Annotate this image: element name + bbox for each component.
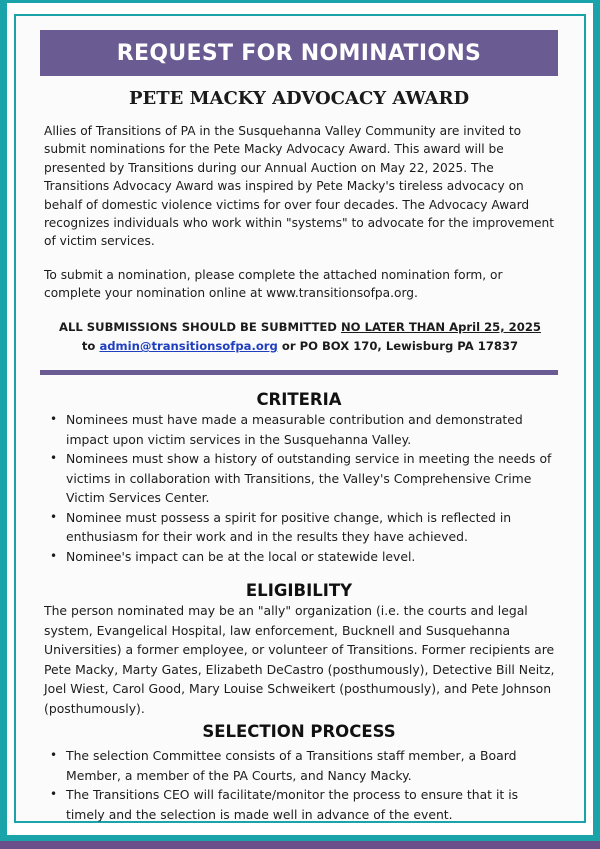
selection-heading: SELECTION PROCESS [202, 722, 396, 741]
nomination-instructions: To submit a nomination, please complete the attached nomination form, or complete your nomination online at www.transitionsofpa.org. [44, 268, 503, 301]
criteria-item-text: Nominees must have made a measurable contribution and demonstrated impact upon victim services in the Susquehanna Valley. [66, 412, 523, 447]
submission-postal: or PO BOX 170, Lewisburg PA 17837 [277, 339, 519, 353]
eligibility-text: The person nominated may be an "ally" organization (i.e. the courts and legal system, Evangelical Hospital, law enforcement, Bucknell and Susquehanna Universities) a former employee, or volunteer of Transitions. Former recipients are Pete Macky, Marty Gates, Elizabeth DeCastro (posthumously), Detective Bill Neitz, Joel Wiest, Carol Good, Mary Louise Schweikert (posthumously), and Pete Johnson (posthumously). [44, 603, 555, 716]
bullet-icon: • [50, 787, 58, 801]
eligibility-heading: ELIGIBILITY [245, 581, 353, 600]
bullet-icon: • [50, 451, 58, 465]
criteria-item-text: Nominee's impact can be at the local or statewide level. [66, 548, 416, 564]
section-divider [40, 370, 558, 375]
list-item [46, 746, 556, 785]
submission-notice [40, 318, 560, 356]
criteria-list [46, 410, 556, 566]
list-item [46, 410, 556, 449]
bullet-icon: • [50, 748, 58, 762]
criteria-item-text: Nominees must show a history of outstanding service in meeting the needs of victims in collaboration with Transitions, the Valley's Comprehensive Crime Victim Services Center. [66, 451, 552, 505]
submission-deadline: NO LATER THAN April 25, 2025 [340, 320, 541, 334]
criteria-heading: CRITERIA [256, 390, 342, 409]
selection-item-text: The Transitions CEO will facilitate/monitor the process to ensure that it is timely and the selection is made well in advance of the event. [66, 787, 519, 822]
award-title: PETE MACKY ADVOCACY AWARD [128, 88, 470, 109]
header-banner [40, 30, 558, 76]
bullet-icon: • [50, 412, 58, 426]
criteria-item-text: Nominee must possess a spirit for positive change, which is reflected in enthusiasm for their work and in the results they have achieved. [66, 509, 512, 544]
submission-to: to [81, 339, 100, 353]
submission-lead: ALL SUBMISSIONS SHOULD BE SUBMITTED [59, 320, 341, 334]
selection-list [46, 746, 556, 824]
footer-bar [0, 841, 600, 849]
list-item [46, 449, 556, 508]
submission-line-1 [40, 318, 560, 337]
list-item [46, 547, 556, 567]
list-item [46, 785, 556, 824]
submission-email-link[interactable]: admin@transitionsofpa.org [99, 339, 278, 353]
banner-title: REQUEST FOR NOMINATIONS [116, 40, 482, 66]
submission-line-2 [40, 337, 560, 356]
list-item [46, 508, 556, 547]
bullet-icon: • [50, 548, 58, 563]
intro-paragraph: Allies of Transitions of PA in the Susquehanna Valley Community are invited to submit nominations for the Pete Macky Advocacy Award. This award will be presented by Transitions during our Annual Auction on May 22, 2025. The Transitions Advocacy Award was inspired by Pete Macky's tireless advocacy on behalf of domestic violence victims for over four decades. The Advocacy Award recognizes individuals who work within "systems" to advocate for the improvement of victim services. [44, 124, 555, 249]
bullet-icon: • [50, 509, 58, 524]
selection-item-text: The selection Committee consists of a Transitions staff member, a Board Member, a member of the PA Courts, and Nancy Macky. [66, 748, 517, 783]
